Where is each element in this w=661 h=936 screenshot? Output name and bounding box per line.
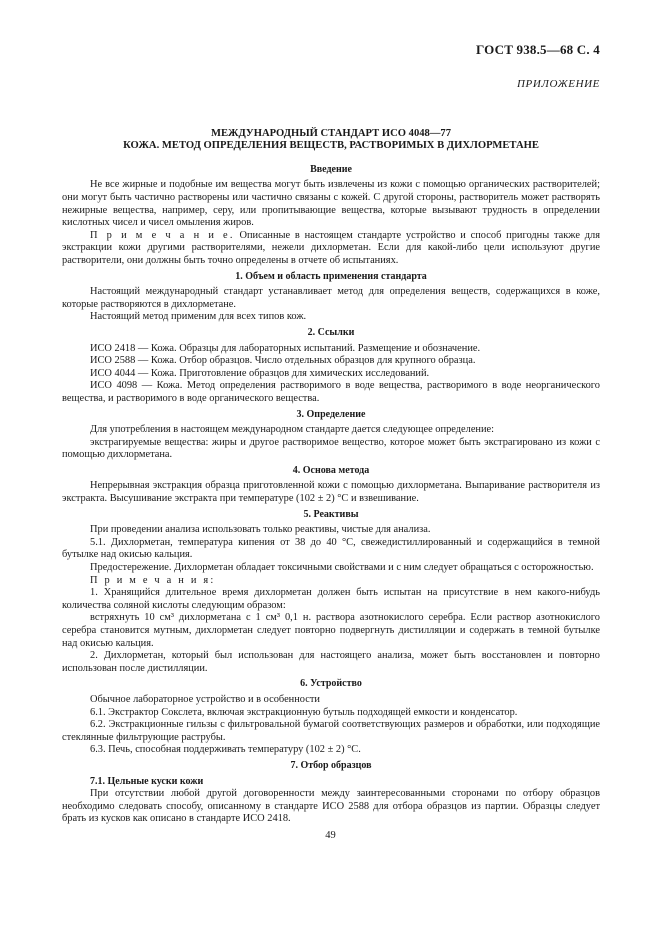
- reference-1: ИСО 2418 — Кожа. Образцы для лабораторных испытаний. Размещение и обозначение.: [90, 342, 481, 354]
- section-2-heading: 2. Ссылки: [307, 326, 355, 338]
- intro-paragraph: Не все жирные и подобные им вещества могут быть извлечены из кожи с помощью органических растворителей; они могут быть частично растворены или частично связаны с кожей. С другой стороны, растворитель может растворять нежирные вещества, например, серу, или пропитывающие вещества, которые вызывают трудность в определении кислотных чисел и чисел омыления жиров.: [62, 179, 600, 229]
- section-5-note-2: 2. Дихлорметан, который был использован для настоящего анализа, может быть восстановлен и повторно использован после дистилляции.: [62, 650, 600, 674]
- section-6-paragraph-2: 6.1. Экстрактор Сокслета, включая экстракционную бутыль подходящей емкости и конденсатор.: [90, 706, 518, 718]
- section-6-paragraph-4: 6.3. Печь, способная поддерживать температуру (102 ± 2) °С.: [90, 744, 361, 756]
- section-5-paragraph-2: 5.1. Дихлорметан, температура кипения от 38 до 40 °С, свежедистиллированный и содержащийся в темной бутылке над окисью кальция.: [62, 536, 600, 561]
- reference-3: ИСО 4044 — Кожа. Приготовление образцов для химических исследований.: [90, 367, 430, 379]
- title-line-2: КОЖА. МЕТОД ОПРЕДЕЛЕНИЯ ВЕЩЕСТВ, РАСТВОРИМЫХ В ДИХЛОРМЕТАНЕ: [123, 140, 539, 152]
- notes-label: П р и м е ч а н и я:: [90, 574, 216, 586]
- gost-header: ГОСТ 938.5—68 С. 4: [475, 42, 600, 57]
- page-number: 49: [325, 830, 336, 841]
- section-5-note-1: 1. Хранящийся длительное время дихлорметан должен быть испытан на присутствие в нем какого-нибудь количества соляной кислоты следующим образом:: [62, 587, 600, 611]
- section-1-heading: 1. Объем и область применения стандарта: [235, 270, 427, 282]
- section-4-paragraph-1: Непрерывная экстракция образца приготовленной кожи с помощью дихлорметана. Выпаривание растворителя из экстракта. Высушивание экстракта при температуре (102 ± 2) °С и взвешивание.: [62, 480, 600, 505]
- document-body: [62, 128, 600, 826]
- section-5-paragraph-1: При проведении анализа использовать только реактивы, чистые для анализа.: [90, 524, 431, 536]
- section-3-paragraph-1: Для употребления в настоящем международном стандарте дается следующее определение:: [90, 424, 495, 436]
- section-5-warning: Предостережение. Дихлорметан обладает токсичными свойствами и с ним следует обращаться с осторожностью.: [90, 562, 594, 574]
- section-1-paragraph-2: Настоящий метод применим для всех типов кож.: [90, 311, 307, 323]
- reference-2: ИСО 2588 — Кожа. Отбор образцов. Число отдельных образцов для крупного образца.: [90, 355, 476, 367]
- section-7-subheading: 7.1. Цельные куски кожи: [90, 775, 204, 787]
- section-5-note-1b: встряхнуть 10 см³ дихлорметана с 1 см³ 0,1 н. раствора азотнокислого серебра. Если раствор азотнокислого серебра становится мутным, дихлорметан следует повторно подвергнуть дистилляции и содержать в темной бутылке над окисью кальция.: [62, 612, 600, 649]
- intro-note-text: Описанные в настоящем стандарте устройство и способ пригодны также для экстракции кожи другими растворителями, нежели дихлорметан. Если для какой-либо цели используют другие растворители, они должны быть точно определены в отчете об испытаниях.: [62, 229, 600, 266]
- intro-note: [62, 230, 600, 268]
- appendix-label: ПРИЛОЖЕНИЕ: [517, 78, 600, 90]
- section-1-paragraph-1: Настоящий международный стандарт устанавливает метод для определения веществ, содержащихся в коже, которые растворяются в дихлорметане.: [62, 286, 600, 310]
- section-7-heading: 7. Отбор образцов: [290, 759, 372, 771]
- intro-heading: Введение: [310, 163, 352, 175]
- section-6-paragraph-3: 6.2. Экстракционные гильзы с фильтровальной бумагой соответствующих размеров и обработки, или подходящие стеклянные фильтрующие раструбы.: [62, 719, 600, 743]
- section-5-heading: 5. Реактивы: [303, 508, 359, 520]
- section-5-notes-label: [62, 575, 600, 588]
- title-line-1: МЕЖДУНАРОДНЫЙ СТАНДАРТ ИСО 4048—77: [210, 128, 452, 139]
- section-3-paragraph-2: экстрагируемые вещества: жиры и другое растворимое вещество, которое может быть экстрагировано из кожи с помощью дихлорметана.: [62, 436, 600, 461]
- intro-note-label: П р и м е ч а н и е.: [90, 229, 235, 241]
- section-6-heading: 6. Устройство: [300, 678, 362, 690]
- section-6-paragraph-1: Обычное лабораторное устройство и в особенности: [90, 693, 320, 705]
- section-3-heading: 3. Определение: [296, 408, 366, 420]
- section-4-heading: 4. Основа метода: [292, 464, 370, 476]
- section-7-paragraph-1: При отсутствии любой другой договоренности между заинтересованными сторонами по отбору образцов необходимо следовать способу, описанному в стандарте ИСО 2588 для отбора образцов из партии. Образцы следует брать из кусков как описано в стандарте ИСО 2418.: [62, 788, 600, 825]
- reference-4: ИСО 4098 — Кожа. Метод определения растворимого в воде вещества, растворимого в воде неорганического вещества, и растворимого в воде органического вещества.: [62, 380, 600, 404]
